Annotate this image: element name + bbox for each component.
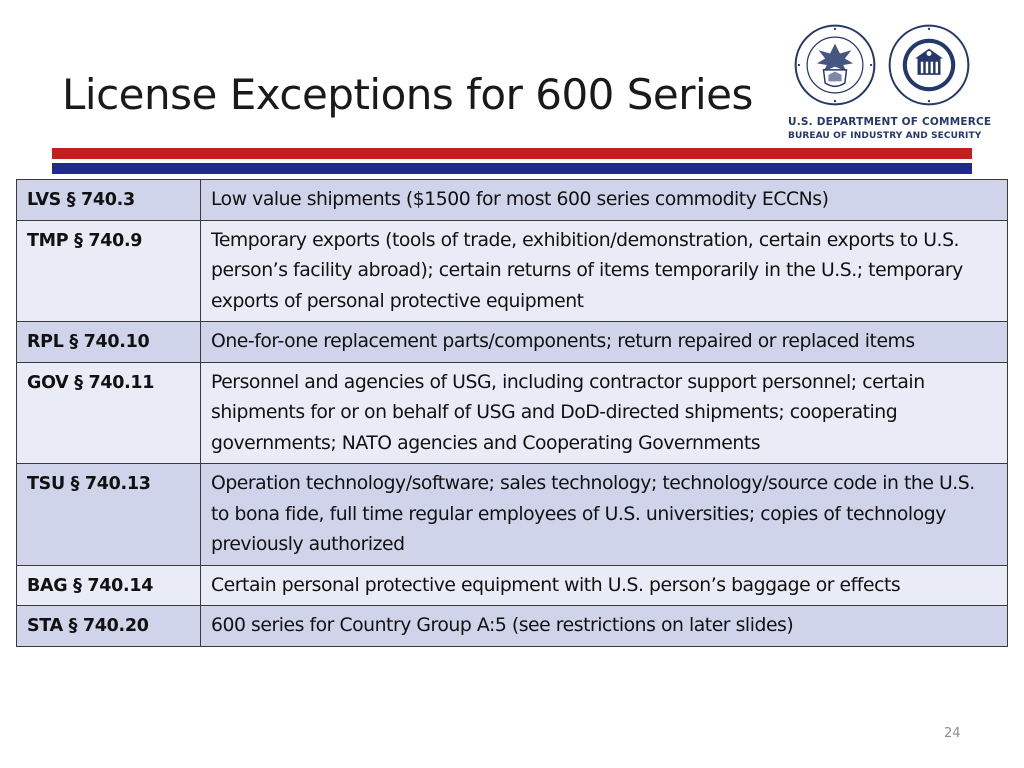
- bureau-of-industry-and-security-seal-icon: [888, 24, 970, 106]
- exception-code: TSU § 740.13: [17, 464, 201, 566]
- table-row: [17, 220, 1008, 322]
- agency-name-line1: U.S. DEPARTMENT OF COMMERCE: [788, 116, 992, 128]
- exception-code: GOV § 740.11: [17, 362, 201, 464]
- exception-description: One-for-one replacement parts/components; return repaired or replaced items: [201, 322, 1008, 363]
- license-exceptions-table: [16, 179, 1008, 647]
- exception-code: RPL § 740.10: [17, 322, 201, 363]
- table-row: [17, 180, 1008, 221]
- agency-name-line2: BUREAU OF INDUSTRY AND SECURITY: [788, 131, 982, 141]
- department-of-commerce-seal-icon: [794, 24, 876, 106]
- slide-title: License Exceptions for 600 Series: [62, 70, 753, 119]
- table-row: [17, 322, 1008, 363]
- exception-description: Temporary exports (tools of trade, exhibition/demonstration, certain exports to U.S. person’s facility abroad); certain returns of items temporarily in the U.S.; temporary exports of personal protective equipment: [201, 220, 1008, 322]
- page-number: 24: [944, 726, 961, 741]
- exception-description: Personnel and agencies of USG, including contractor support personnel; certain shipments for or on behalf of USG and DoD-directed shipments; cooperating governments; NATO agencies and Cooperating Governments: [201, 362, 1008, 464]
- table-row: [17, 362, 1008, 464]
- exception-code: BAG § 740.14: [17, 565, 201, 606]
- exception-code: STA § 740.20: [17, 606, 201, 647]
- exception-description: 600 series for Country Group A:5 (see restrictions on later slides): [201, 606, 1008, 647]
- exception-description: Operation technology/software; sales technology; technology/source code in the U.S. to bona fide, full time regular employees of U.S. universities; copies of technology previously authorized: [201, 464, 1008, 566]
- table-row: [17, 606, 1008, 647]
- table-row: [17, 565, 1008, 606]
- exception-code: TMP § 740.9: [17, 220, 201, 322]
- exception-description: Low value shipments ($1500 for most 600 series commodity ECCNs): [201, 180, 1008, 221]
- exception-description: Certain personal protective equipment with U.S. person’s baggage or effects: [201, 565, 1008, 606]
- agency-logos: [788, 24, 992, 149]
- exception-code: LVS § 740.3: [17, 180, 201, 221]
- red-divider-bar: [52, 148, 972, 159]
- table-row: [17, 464, 1008, 566]
- blue-divider-bar: [52, 163, 972, 174]
